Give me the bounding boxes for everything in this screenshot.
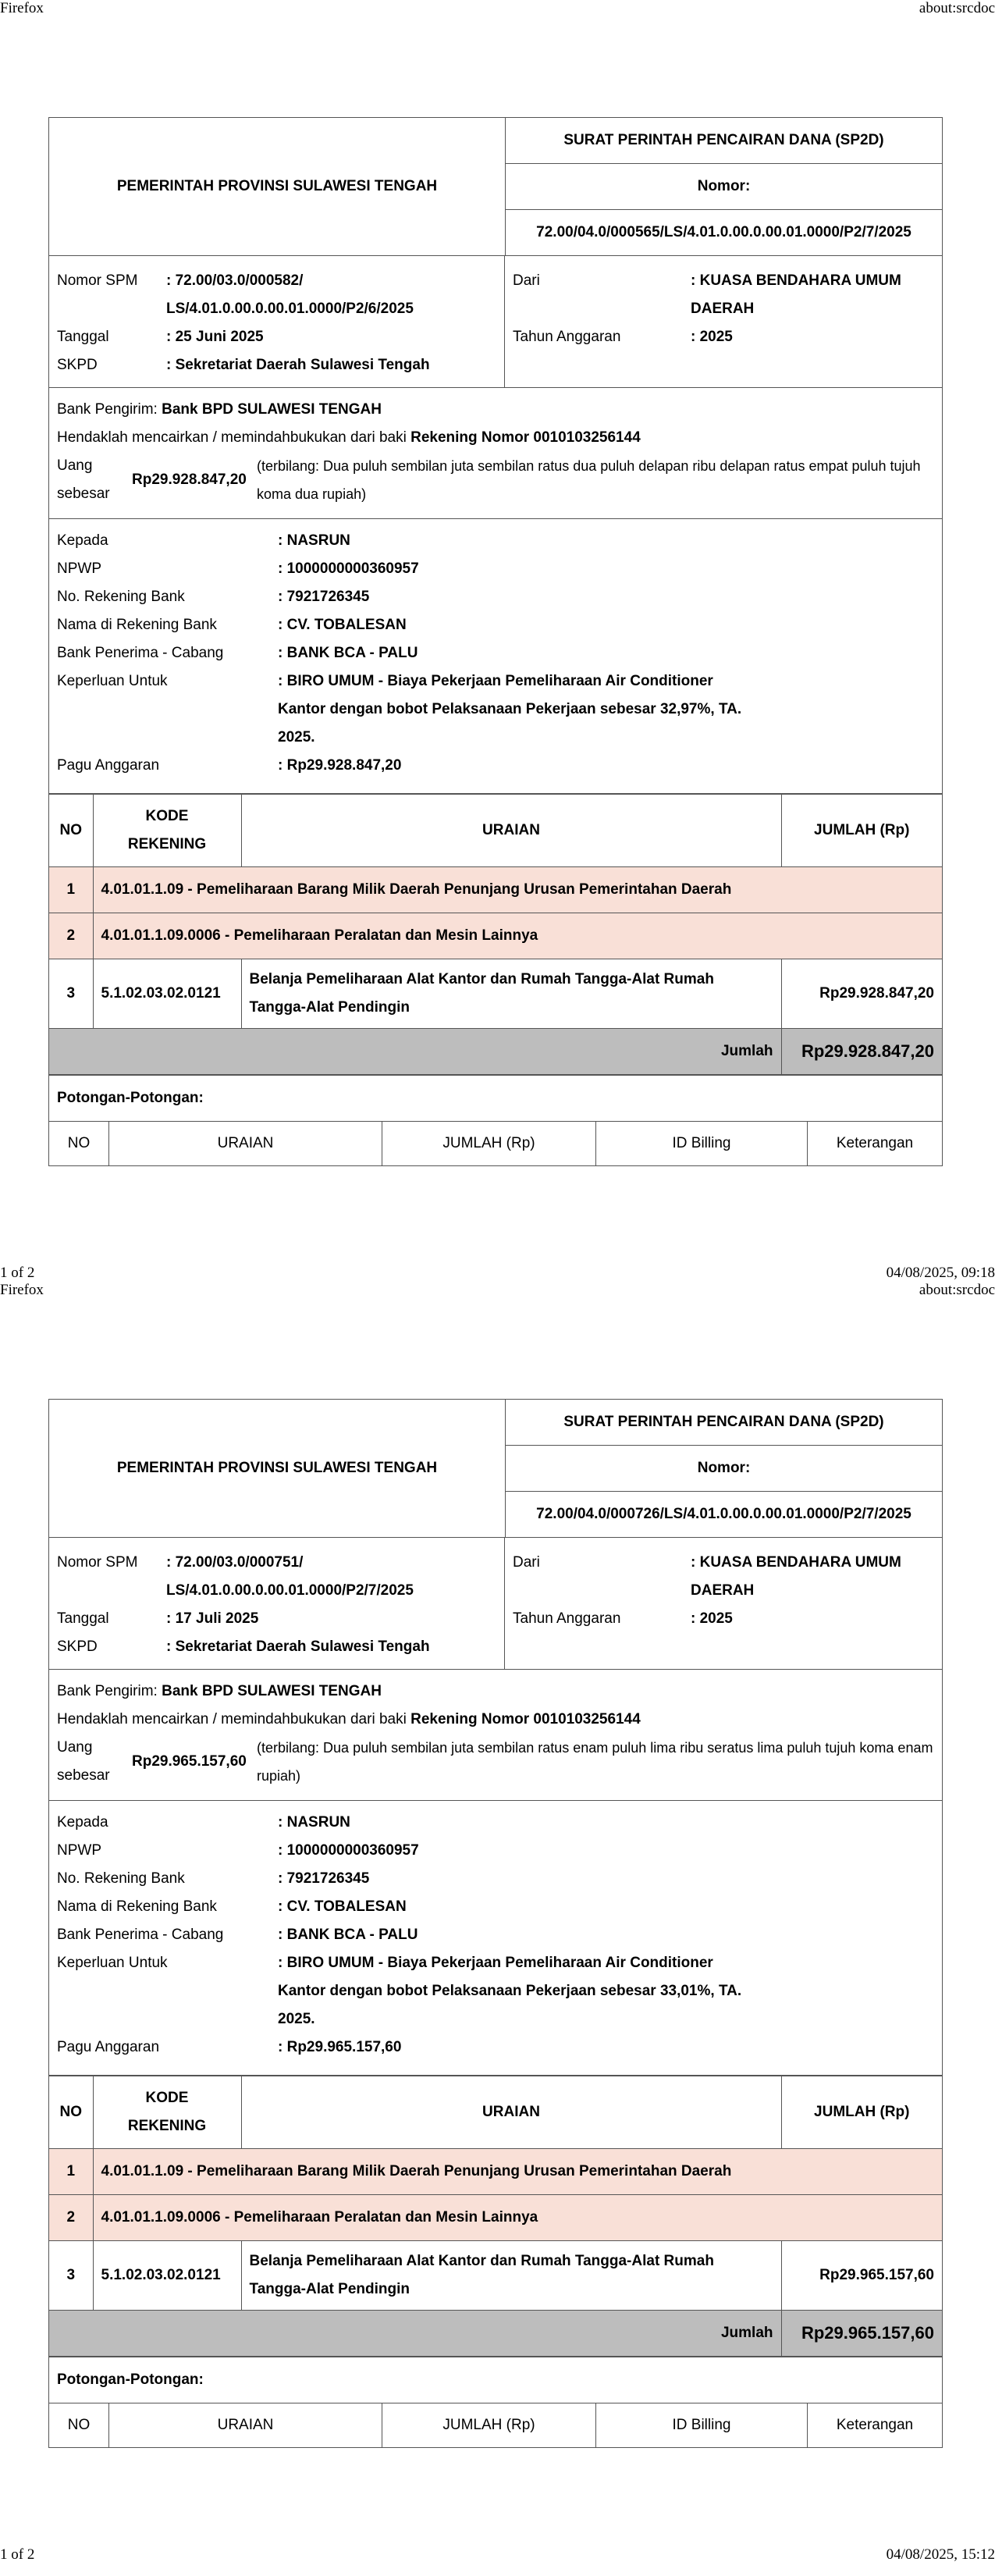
row-uraian-2: Tangga-Alat Pendingin (249, 999, 410, 1016)
keperluan-value-3: 2025. (278, 729, 315, 745)
pot-col-jumlah: JUMLAH (Rp) (382, 2403, 595, 2447)
browser-name: Firefox (0, 0, 44, 16)
row-uraian (241, 2241, 781, 2311)
jumlah-total: Rp29.965.157,60 (781, 2311, 942, 2357)
table-row (49, 2149, 942, 2195)
pot-col-uraian: URAIAN (108, 2403, 382, 2447)
skpd-value: : Sekretariat Daerah Sulawesi Tengah (166, 1638, 430, 1655)
keperluan-value-1: : BIRO UMUM - Biaya Pekerjaan Pemeliharaan Air Conditioner (278, 673, 713, 689)
row-no: 3 (49, 2241, 93, 2311)
bank-cabang-label: Bank Penerima - Cabang (57, 645, 224, 661)
tanggal-label: Tanggal (57, 1610, 109, 1627)
table-row (49, 959, 942, 1029)
uang-label: Uang (57, 457, 93, 474)
nomor-label: Nomor: (506, 1445, 942, 1491)
th-jumlah: JUMLAH (Rp) (781, 795, 942, 867)
tanggal-label: Tanggal (57, 329, 109, 345)
row-uraian (241, 959, 781, 1029)
total-row (49, 1029, 942, 1075)
dari-label: Dari (513, 1554, 540, 1571)
rekening-table (49, 794, 942, 1075)
row-no: 1 (49, 2149, 93, 2195)
government-title: PEMERINTAH PROVINSI SULAWESI TENGAH (49, 118, 506, 255)
npwp-value: : 1000000000360957 (278, 560, 419, 577)
rekening-nomor: Rekening Nomor 0010103256144 (410, 1711, 641, 1727)
skpd-label: SKPD (57, 357, 98, 373)
total-row (49, 2311, 942, 2357)
spm-number-2: LS/4.01.0.00.0.00.01.0000/P2/7/2025 (166, 1582, 414, 1599)
th-jumlah: JUMLAH (Rp) (781, 2076, 942, 2149)
hendaklah-text: Hendaklah mencairkan / memindahbukukan dari baki (57, 429, 407, 446)
pot-col-billing: ID Billing (595, 1122, 807, 1165)
dari-value-2: DAERAH (691, 301, 755, 317)
bank-pengirim-value: Bank BPD SULAWESI TENGAH (162, 401, 382, 418)
sebesar-label: sebesar (57, 486, 110, 502)
spm-number-1: : 72.00/03.0/000751/ (166, 1554, 304, 1571)
pot-col-billing: ID Billing (595, 2403, 807, 2447)
pot-col-keterangan: Keterangan (807, 2403, 942, 2447)
table-row (49, 2241, 942, 2311)
row-no: 2 (49, 913, 93, 959)
pot-col-no: NO (67, 2417, 91, 2433)
keperluan-value-2: Kantor dengan bobot Pelaksanaan Pekerjaan sebesar 33,01%, TA. (278, 1983, 742, 1999)
tanggal-value: : 25 Juni 2025 (166, 329, 264, 345)
government-title: PEMERINTAH PROVINSI SULAWESI TENGAH (49, 1400, 506, 1537)
bank-pengirim-value: Bank BPD SULAWESI TENGAH (162, 1683, 382, 1699)
pagu-label: Pagu Anggaran (57, 2039, 160, 2055)
nama-rekening-label: Nama di Rekening Bank (57, 617, 217, 633)
spm-number-2: LS/4.01.0.00.0.00.01.0000/P2/6/2025 (166, 301, 414, 317)
hendaklah-text: Hendaklah mencairkan / memindahbukukan dari baki (57, 1711, 407, 1727)
npwp-label: NPWP (57, 1842, 101, 1859)
page-count: 1 of 2 (0, 1265, 35, 1281)
sp2d-title: SURAT PERINTAH PENCAIRAN DANA (SP2D) (563, 1414, 884, 1430)
bank-cabang-value: : BANK BCA - PALU (278, 645, 418, 661)
th-kode (93, 2076, 241, 2149)
sp2d-number: 72.00/04.0/000565/LS/4.01.0.00.0.00.01.0000/P2/7/2025 (506, 209, 942, 255)
jumlah-total: Rp29.928.847,20 (781, 1029, 942, 1075)
keperluan-value-1: : BIRO UMUM - Biaya Pekerjaan Pemeliharaan Air Conditioner (278, 1955, 713, 1971)
page-count: 1 of 2 (0, 2546, 35, 2563)
th-no: NO (49, 2076, 93, 2149)
nama-rekening-value: : CV. TOBALESAN (278, 617, 407, 633)
th-uraian: URAIAN (241, 795, 781, 867)
rekening-nomor: Rekening Nomor 0010103256144 (410, 429, 641, 446)
potongan-title: Potongan-Potongan: (49, 1075, 942, 1121)
tahun-label: Tahun Anggaran (513, 329, 621, 345)
keperluan-label: Keperluan Untuk (57, 1955, 168, 1971)
table-row (49, 867, 942, 913)
kepada-label: Kepada (57, 532, 108, 549)
table-row (49, 913, 942, 959)
row-text: 4.01.01.1.09 - Pemeliharaan Barang Milik Daerah Penunjang Urusan Pemerintahan Daerah (93, 867, 942, 913)
uang-amount: Rp29.928.847,20 (132, 471, 247, 488)
nama-rekening-value: : CV. TOBALESAN (278, 1898, 407, 1915)
dari-value-1: : KUASA BENDAHARA UMUM (691, 272, 901, 289)
norek-label: No. Rekening Bank (57, 1870, 185, 1887)
keperluan-value-2: Kantor dengan bobot Pelaksanaan Pekerjaan sebesar 32,97%, TA. (278, 701, 742, 717)
spm-number-1: : 72.00/03.0/000582/ (166, 272, 304, 289)
row-jumlah: Rp29.928.847,20 (781, 959, 942, 1029)
norek-value: : 7921726345 (278, 1870, 370, 1887)
print-time: 04/08/2025, 09:18 (886, 1265, 995, 1281)
row-kode: 5.1.02.03.02.0121 (93, 959, 241, 1029)
th-kode (93, 795, 241, 867)
jumlah-label: Jumlah (49, 1029, 781, 1075)
dari-label: Dari (513, 272, 540, 289)
nama-rekening-label: Nama di Rekening Bank (57, 1898, 217, 1915)
pagu-value: : Rp29.965.157,60 (278, 2039, 402, 2055)
tahun-label: Tahun Anggaran (513, 1610, 621, 1627)
pot-col-jumlah: JUMLAH (Rp) (382, 1122, 595, 1165)
th-kode-2: REKENING (127, 2118, 207, 2134)
th-uraian: URAIAN (241, 2076, 781, 2149)
th-kode-2: REKENING (127, 836, 207, 852)
tahun-value: : 2025 (691, 1610, 733, 1627)
page-footer (0, 2546, 995, 2564)
keperluan-label: Keperluan Untuk (57, 673, 168, 689)
th-no: NO (49, 795, 93, 867)
terbilang-text: (terbilang: Dua puluh sembilan juta sembilan ratus dua puluh delapan ribu delapan ratus empat puluh tujuh koma dua rupiah) (257, 458, 921, 502)
rekening-table (49, 2076, 942, 2357)
pagu-value: : Rp29.928.847,20 (278, 757, 402, 774)
sp2d-title: SURAT PERINTAH PENCAIRAN DANA (SP2D) (563, 132, 884, 148)
row-uraian-2: Tangga-Alat Pendingin (249, 2281, 410, 2297)
row-no: 2 (49, 2195, 93, 2241)
sp2d-document (48, 1399, 943, 2448)
potongan-header (49, 2403, 942, 2447)
row-text: 4.01.01.1.09 - Pemeliharaan Barang Milik Daerah Penunjang Urusan Pemerintahan Daerah (93, 2149, 942, 2195)
uang-label: Uang (57, 1739, 93, 1756)
th-kode-1: KODE (145, 808, 189, 824)
norek-label: No. Rekening Bank (57, 589, 185, 605)
row-text: 4.01.01.1.09.0006 - Pemeliharaan Peralatan dan Mesin Lainnya (93, 2195, 942, 2241)
skpd-label: SKPD (57, 1638, 98, 1655)
npwp-label: NPWP (57, 560, 101, 577)
dari-value-2: DAERAH (691, 1582, 755, 1599)
keperluan-value-3: 2025. (278, 2011, 315, 2027)
kepada-label: Kepada (57, 1814, 108, 1831)
browser-url: about:srcdoc (919, 1282, 995, 1298)
terbilang-text: (terbilang: Dua puluh sembilan juta sembilan ratus enam puluh lima ribu seratus lima puluh tujuh koma enam rupiah) (257, 1740, 933, 1784)
row-uraian-1: Belanja Pemeliharaan Alat Kantor dan Rumah Tangga-Alat Rumah (249, 2253, 714, 2269)
bank-cabang-value: : BANK BCA - PALU (278, 1927, 418, 1943)
npwp-value: : 1000000000360957 (278, 1842, 419, 1859)
print-time: 04/08/2025, 15:12 (886, 2546, 995, 2563)
sp2d-document (48, 117, 943, 1166)
pagu-label: Pagu Anggaran (57, 757, 160, 774)
bank-pengirim-label: Bank Pengirim: (57, 1683, 158, 1699)
sp2d-number: 72.00/04.0/000726/LS/4.01.0.00.0.00.01.0000/P2/7/2025 (506, 1491, 942, 1537)
kepada-value: : NASRUN (278, 1814, 350, 1831)
row-text: 4.01.01.1.09.0006 - Pemeliharaan Peralatan dan Mesin Lainnya (93, 913, 942, 959)
bank-pengirim-label: Bank Pengirim: (57, 401, 158, 418)
kepada-value: : NASRUN (278, 532, 350, 549)
jumlah-label: Jumlah (49, 2311, 781, 2357)
page-footer (0, 1265, 995, 1282)
skpd-value: : Sekretariat Daerah Sulawesi Tengah (166, 357, 430, 373)
browser-url: about:srcdoc (919, 0, 995, 16)
spm-label: Nomor SPM (57, 1554, 138, 1571)
tahun-value: : 2025 (691, 329, 733, 345)
row-no: 1 (49, 867, 93, 913)
browser-header (0, 0, 995, 17)
row-jumlah: Rp29.965.157,60 (781, 2241, 942, 2311)
row-kode: 5.1.02.03.02.0121 (93, 2241, 241, 2311)
spm-label: Nomor SPM (57, 272, 138, 289)
pot-col-no: NO (67, 1135, 91, 1151)
pot-col-uraian: URAIAN (108, 1122, 382, 1165)
bank-cabang-label: Bank Penerima - Cabang (57, 1927, 224, 1943)
sebesar-label: sebesar (57, 1767, 110, 1784)
row-no: 3 (49, 959, 93, 1029)
browser-name: Firefox (0, 1282, 44, 1298)
nomor-label: Nomor: (506, 163, 942, 209)
dari-value-1: : KUASA BENDAHARA UMUM (691, 1554, 901, 1571)
pot-col-keterangan: Keterangan (807, 1122, 942, 1165)
tanggal-value: : 17 Juli 2025 (166, 1610, 259, 1627)
row-uraian-1: Belanja Pemeliharaan Alat Kantor dan Rumah Tangga-Alat Rumah (249, 971, 714, 987)
browser-header (0, 1282, 995, 1299)
norek-value: : 7921726345 (278, 589, 370, 605)
uang-amount: Rp29.965.157,60 (132, 1753, 247, 1770)
potongan-header (49, 1121, 942, 1165)
potongan-title: Potongan-Potongan: (49, 2357, 942, 2403)
table-row (49, 2195, 942, 2241)
th-kode-1: KODE (145, 2090, 189, 2106)
